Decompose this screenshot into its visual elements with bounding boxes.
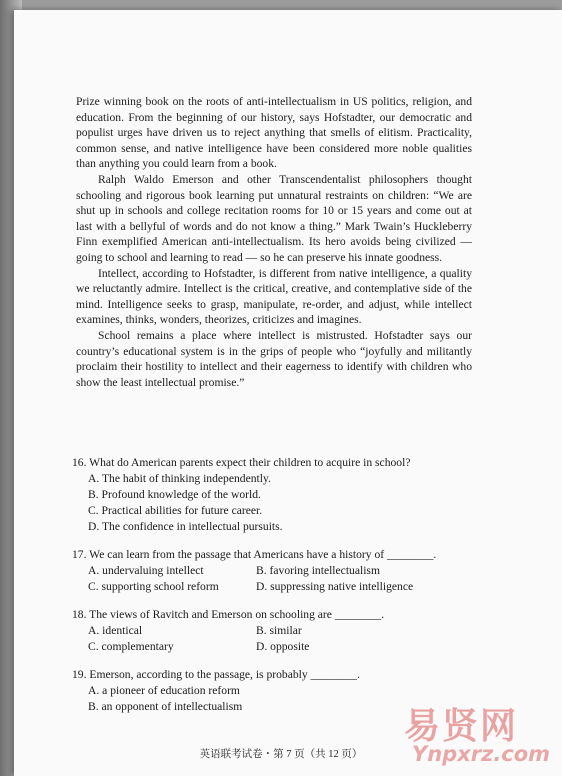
question-17-option-a: A. undervaluing intellect xyxy=(88,564,204,577)
question-17-option-b: B. favoring intellectualism xyxy=(256,564,380,577)
question-16-option-a: A. The habit of thinking independently. xyxy=(88,472,271,485)
question-18-option-c: C. complementary xyxy=(88,640,174,653)
question-18-option-b: B. similar xyxy=(256,624,302,637)
question-17-option-d: D. suppressing native intelligence xyxy=(256,580,414,593)
question-19-stem: 19. Emerson, according to the passage, is probably ________. xyxy=(72,668,360,681)
question-18-option-d: D. opposite xyxy=(256,640,310,653)
question-19-option-a: A. a pioneer of education reform xyxy=(88,684,240,697)
question-16-option-c: C. Practical abilities for future career. xyxy=(88,504,263,517)
question-17-stem: 17. We can learn from the passage that Americans have a history of ________. xyxy=(72,548,437,561)
reading-passage xyxy=(76,94,472,390)
passage-paragraph-1: Prize winning book on the roots of anti-intellectualism in US politics, religion, and education. From the beginning of our history, says Hofstadter, our democratic and populist urges have driven us to reject anything that smells of elitism. Practicality, common sense, and native intelligence have been considered more noble qualities than anything you could learn from a book. xyxy=(76,95,472,171)
question-16-option-b: B. Profound knowledge of the world. xyxy=(88,488,261,501)
question-19-option-b: B. an opponent of intellectualism xyxy=(88,700,243,713)
question-17-option-c: C. supporting school reform xyxy=(88,580,219,593)
question-16-stem: 16. What do American parents expect their children to acquire in school? xyxy=(72,456,411,469)
watermark-logo-en: Ynpxrz.com xyxy=(412,742,551,766)
question-16-option-d: D. The confidence in intellectual pursuits. xyxy=(88,520,283,533)
question-18-option-a: A. identical xyxy=(88,624,143,637)
question-18-stem: 18. The views of Ravitch and Emerson on schooling are ________. xyxy=(72,608,385,621)
passage-paragraph-4: School remains a place where intellect is mistrusted. Hofstadter says our country’s educational system is in the grips of people who “joyfully and militantly proclaim their hostility to intellect and their eagerness to identify with children who show the least intellectual promise.” xyxy=(76,328,472,389)
page-footer: 英语联考试卷・第 7 页（共 12 页） xyxy=(199,749,363,760)
passage-paragraph-2: Ralph Waldo Emerson and other Transcendentalist philosophers thought schooling and rigorous book learning put unnatural restraints on children: “We are shut up in schools and college recitation rooms for 10 or 15 years and come out at last with a bellyful of words and do not know a thing.” Mark Twain’s Huckleberry Finn exemplified American anti-intellectualism. Its hero avoids being civilized — going to school and learning to read — so he can preserve his innate goodness. xyxy=(76,172,472,264)
passage-paragraph-3: Intellect, according to Hofstadter, is different from native intelligence, a quality we reluctantly admire. Intellect is the critical, creative, and contemplative side of the mind. Intelligence seeks to grasp, manipulate, re-order, and adjust, while intellect examines, thinks, wonders, theorizes, criticizes and imagines. xyxy=(76,266,472,327)
watermark-logo-cn: 易贤网 xyxy=(404,706,519,747)
